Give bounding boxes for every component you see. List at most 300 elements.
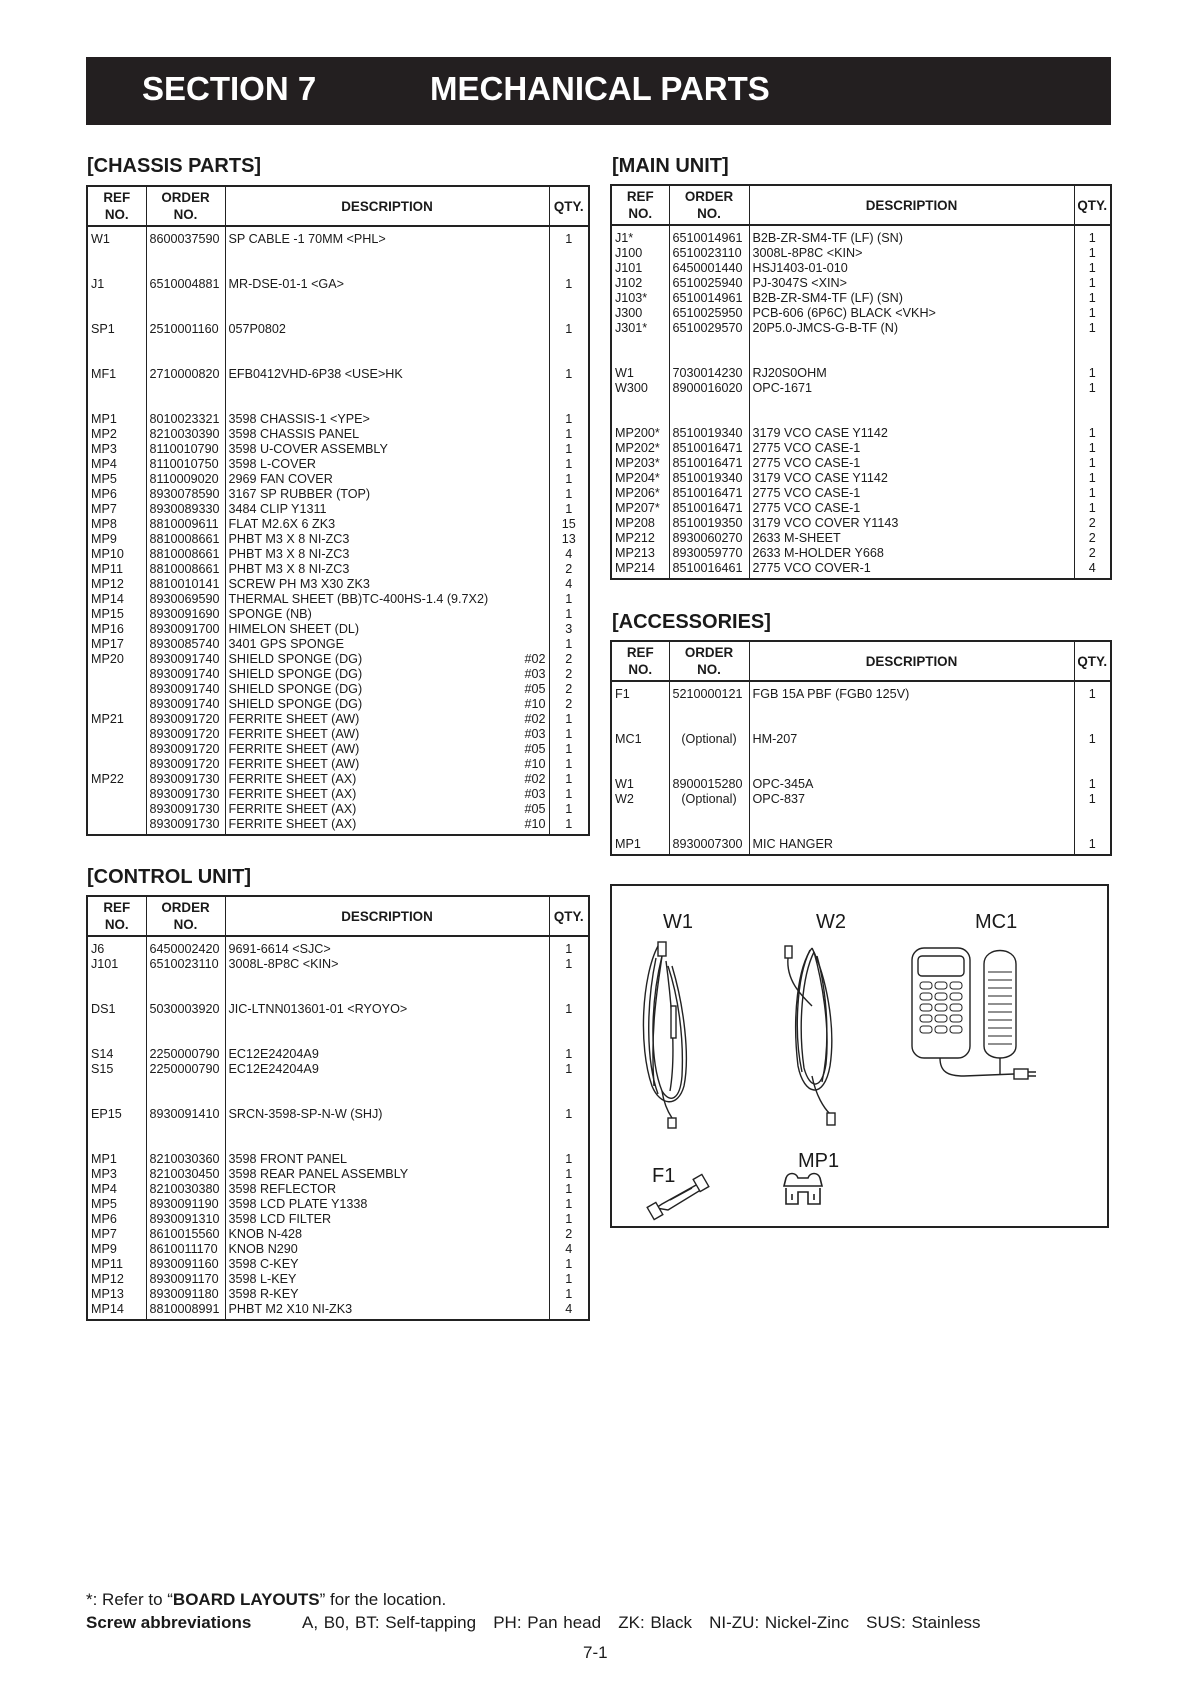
control-unit-title: [CONTROL UNIT] — [87, 866, 252, 888]
order-no: 2710000820 — [146, 367, 225, 382]
ref-no — [87, 727, 146, 742]
version-code: #05 — [524, 742, 546, 756]
description — [225, 1182, 549, 1197]
ref-no: MP1 — [611, 837, 669, 855]
description — [225, 607, 549, 622]
qty: 1 — [1074, 246, 1111, 261]
order-no: 8010023321 — [146, 412, 225, 427]
description-text: SHIELD SPONGE (DG) — [228, 652, 363, 666]
description — [749, 225, 1074, 246]
part-row — [87, 712, 589, 727]
description — [749, 456, 1074, 471]
description-wrap — [229, 412, 546, 427]
description — [225, 1002, 549, 1017]
description-wrap — [229, 1287, 546, 1302]
qty: 2 — [549, 652, 589, 667]
description-wrap — [229, 817, 546, 832]
spacer-cell — [146, 972, 225, 1002]
description — [749, 777, 1074, 792]
description-wrap — [229, 712, 546, 727]
ref-no: J101 — [611, 261, 669, 276]
ref-no — [87, 817, 146, 835]
ref-no: MP206* — [611, 486, 669, 501]
ref-no: MP7 — [87, 1227, 146, 1242]
ref-no: MP12 — [87, 1272, 146, 1287]
order-no: 8930085740 — [146, 637, 225, 652]
order-no: 8930091730 — [146, 787, 225, 802]
ref-no: SP1 — [87, 322, 146, 337]
spacer-cell — [611, 396, 669, 426]
description-text: FERRITE SHEET (AX) — [228, 817, 357, 831]
description-text: 3598 FRONT PANEL — [228, 1152, 348, 1166]
description-text: 3179 VCO CASE Y1142 — [752, 471, 888, 485]
spacer-cell — [87, 337, 146, 367]
description — [225, 226, 549, 247]
part-row — [611, 471, 1111, 486]
ref-no: MP11 — [87, 562, 146, 577]
order-no: 8930060270 — [669, 531, 749, 546]
description-wrap — [229, 957, 546, 972]
spacer-cell — [669, 807, 749, 837]
qty: 1 — [549, 1002, 589, 1017]
order-no: 8510016461 — [669, 561, 749, 579]
version-code: #02 — [524, 712, 546, 726]
ref-no: MP13 — [87, 1287, 146, 1302]
description-text: RJ20S0OHM — [752, 366, 827, 380]
description — [225, 1167, 549, 1182]
qty: 1 — [549, 1047, 589, 1062]
description-text: THERMAL SHEET (BB)TC-400HS-1.4 (9.7X2) — [228, 592, 489, 606]
ref-no: EP15 — [87, 1107, 146, 1122]
description — [225, 712, 549, 727]
ref-no: J6 — [87, 936, 146, 957]
chassis-parts-title: [CHASSIS PARTS] — [87, 155, 262, 177]
description-wrap — [229, 472, 546, 487]
order-no: 8930091310 — [146, 1212, 225, 1227]
spacer-cell — [225, 247, 549, 277]
description — [225, 427, 549, 442]
main-unit-table — [610, 184, 1112, 580]
description-text: 3598 CHASSIS PANEL — [228, 427, 360, 441]
description — [749, 441, 1074, 456]
description-text: 3598 L-COVER — [228, 457, 316, 471]
part-row — [87, 472, 589, 487]
qty: 15 — [549, 517, 589, 532]
ref-no — [87, 802, 146, 817]
order-no: 8510019340 — [669, 426, 749, 441]
spacer-cell — [549, 1122, 589, 1152]
part-row — [87, 667, 589, 682]
order-no: 8930091720 — [146, 712, 225, 727]
description — [749, 516, 1074, 531]
order-no: 8810008661 — [146, 562, 225, 577]
description — [225, 1107, 549, 1122]
description — [225, 622, 549, 637]
part-row — [611, 486, 1111, 501]
part-row — [611, 291, 1111, 306]
qty: 1 — [549, 472, 589, 487]
description — [225, 682, 549, 697]
description-wrap — [753, 381, 1071, 396]
description-wrap — [229, 757, 546, 772]
description — [225, 1272, 549, 1287]
description-wrap — [753, 456, 1071, 471]
description-wrap — [229, 787, 546, 802]
qty: 1 — [1074, 732, 1111, 747]
qty: 1 — [1074, 276, 1111, 291]
label-w2: W2 — [816, 911, 846, 933]
description-wrap — [229, 592, 546, 607]
order-no: 8900015280 — [669, 777, 749, 792]
ref-no: MP204* — [611, 471, 669, 486]
qty: 1 — [549, 817, 589, 835]
description-text: 3598 C-KEY — [228, 1257, 299, 1271]
spacer-cell — [749, 747, 1074, 777]
description-text: 3179 VCO CASE Y1142 — [752, 426, 888, 440]
description-text: 20P5.0-JMCS-G-B-TF (N) — [752, 321, 899, 335]
ref-no: MP212 — [611, 531, 669, 546]
part-row — [611, 531, 1111, 546]
order-no: 8930069590 — [146, 592, 225, 607]
spacer-cell — [549, 247, 589, 277]
order-no: 8930007300 — [669, 837, 749, 855]
spacer-cell — [146, 337, 225, 367]
spacer-row — [87, 972, 589, 1002]
order-no: 8930091720 — [146, 742, 225, 757]
qty: 2 — [1074, 531, 1111, 546]
spacer-cell — [225, 382, 549, 412]
ref-no: MP4 — [87, 1182, 146, 1197]
footnote-prefix: *: Refer to “ — [86, 1590, 173, 1609]
version-code: #02 — [524, 772, 546, 786]
ref-no: MC1 — [611, 732, 669, 747]
qty: 1 — [549, 742, 589, 757]
ref-no — [87, 757, 146, 772]
ref-no: MP207* — [611, 501, 669, 516]
ref-no: MP10 — [87, 547, 146, 562]
part-row — [611, 732, 1111, 747]
order-no: 8810010141 — [146, 577, 225, 592]
description — [225, 1302, 549, 1320]
description-text: PHBT M3 X 8 NI-ZC3 — [228, 532, 350, 546]
ref-no: J100 — [611, 246, 669, 261]
spacer-row — [87, 247, 589, 277]
description-text: HSJ1403-01-010 — [752, 261, 848, 275]
spacer-cell — [87, 292, 146, 322]
qty: 1 — [1074, 441, 1111, 456]
order-no: (Optional) — [669, 792, 749, 807]
order-no: 8610015560 — [146, 1227, 225, 1242]
spacer-cell — [87, 972, 146, 1002]
description — [225, 787, 549, 802]
description — [225, 742, 549, 757]
spacer-cell — [1074, 336, 1111, 366]
order-no: 8810008661 — [146, 532, 225, 547]
description-text: 3598 CHASSIS-1 <YPE> — [228, 412, 370, 426]
part-row — [87, 1152, 589, 1167]
ref-no: MP12 — [87, 577, 146, 592]
order-no: 8930091720 — [146, 757, 225, 772]
description — [225, 472, 549, 487]
description-wrap — [229, 1107, 546, 1122]
description-text: 2775 VCO CASE-1 — [752, 441, 861, 455]
description — [225, 367, 549, 382]
description-wrap — [229, 682, 546, 697]
description — [225, 1062, 549, 1077]
description — [749, 306, 1074, 321]
description — [749, 426, 1074, 441]
description — [225, 1047, 549, 1062]
order-no: 8210030450 — [146, 1167, 225, 1182]
description-text: FERRITE SHEET (AW) — [228, 727, 360, 741]
description-wrap — [229, 232, 546, 247]
version-code: #10 — [524, 757, 546, 771]
description-wrap — [753, 561, 1071, 576]
footnote-board-layouts — [86, 1590, 446, 1610]
spacer-cell — [1074, 396, 1111, 426]
col-ref-no: REF NO. — [611, 185, 669, 225]
description-text: B2B-ZR-SM4-TF (LF) (SN) — [752, 231, 903, 245]
order-no: 8600037590 — [146, 226, 225, 247]
version-code: #03 — [524, 727, 546, 741]
part-row — [87, 817, 589, 835]
order-no: 8930078590 — [146, 487, 225, 502]
description-wrap — [229, 562, 546, 577]
description — [225, 322, 549, 337]
ref-no: F1 — [611, 681, 669, 702]
description-wrap — [229, 1242, 546, 1257]
spacer-cell — [549, 1017, 589, 1047]
version-code: #10 — [524, 697, 546, 711]
part-row — [87, 442, 589, 457]
col-order-no: ORDER NO. — [669, 641, 749, 681]
main-unit-title: [MAIN UNIT] — [612, 155, 729, 177]
order-no: 8900016020 — [669, 381, 749, 396]
description-wrap — [753, 246, 1071, 261]
description — [225, 547, 549, 562]
ref-no: MP214 — [611, 561, 669, 579]
description-text: 2633 M-SHEET — [752, 531, 841, 545]
ref-no: J103* — [611, 291, 669, 306]
order-no: 6450001440 — [669, 261, 749, 276]
part-row — [611, 276, 1111, 291]
order-no: 8930091740 — [146, 697, 225, 712]
qty: 1 — [1074, 261, 1111, 276]
qty: 1 — [549, 757, 589, 772]
qty: 1 — [549, 427, 589, 442]
order-no: 2250000790 — [146, 1047, 225, 1062]
description-text: 3167 SP RUBBER (TOP) — [228, 487, 371, 501]
spacer-cell — [611, 747, 669, 777]
description-text: FERRITE SHEET (AW) — [228, 742, 360, 756]
spacer-cell — [146, 247, 225, 277]
qty: 4 — [549, 577, 589, 592]
part-row — [87, 622, 589, 637]
description — [225, 1287, 549, 1302]
part-row — [87, 592, 589, 607]
description-text: 3598 U-COVER ASSEMBLY — [228, 442, 388, 456]
col-qty: QTY. — [549, 186, 589, 226]
description — [225, 1152, 549, 1167]
description-text: OPC-1671 — [752, 381, 813, 395]
spacer-row — [611, 702, 1111, 732]
ref-no: MP5 — [87, 472, 146, 487]
spacer-row — [87, 1077, 589, 1107]
col-description: DESCRIPTION — [225, 896, 549, 936]
description — [225, 1227, 549, 1242]
order-no: 8510019350 — [669, 516, 749, 531]
description — [749, 366, 1074, 381]
part-row — [87, 1167, 589, 1182]
spacer-cell — [611, 336, 669, 366]
part-row — [87, 1227, 589, 1242]
part-row — [87, 772, 589, 787]
order-no: 8110009020 — [146, 472, 225, 487]
part-row — [611, 777, 1111, 792]
screw-abbreviations-title: Screw abbreviations — [86, 1613, 252, 1632]
ref-no: MP22 — [87, 772, 146, 787]
spacer-row — [87, 1017, 589, 1047]
qty: 2 — [549, 682, 589, 697]
part-row — [87, 577, 589, 592]
part-row — [87, 457, 589, 472]
description-wrap — [753, 732, 1071, 747]
part-row — [87, 802, 589, 817]
order-no: 8930091190 — [146, 1197, 225, 1212]
description-wrap — [753, 777, 1071, 792]
spacer-cell — [225, 337, 549, 367]
ref-no: MP16 — [87, 622, 146, 637]
part-row — [87, 502, 589, 517]
description-wrap — [229, 727, 546, 742]
order-no: (Optional) — [669, 732, 749, 747]
ref-no: W1 — [87, 226, 146, 247]
col-order-no: ORDER NO. — [146, 896, 225, 936]
section-header — [86, 57, 1111, 125]
part-row — [611, 306, 1111, 321]
ref-no: J101 — [87, 957, 146, 972]
qty: 1 — [549, 457, 589, 472]
ref-no: J1* — [611, 225, 669, 246]
part-row — [87, 1197, 589, 1212]
part-row — [611, 792, 1111, 807]
mp1-hanger-icon — [784, 1174, 822, 1205]
illustration-drawing — [612, 886, 1107, 1226]
description-text: 3598 REFLECTOR — [228, 1182, 337, 1196]
part-row — [87, 727, 589, 742]
col-qty: QTY. — [1074, 641, 1111, 681]
qty: 1 — [549, 607, 589, 622]
part-row — [87, 1107, 589, 1122]
spacer-cell — [611, 807, 669, 837]
spacer-cell — [669, 336, 749, 366]
part-row — [87, 957, 589, 972]
part-row — [611, 561, 1111, 579]
description — [749, 561, 1074, 579]
description — [749, 291, 1074, 306]
part-row — [87, 1257, 589, 1272]
w1-cable-icon — [643, 942, 686, 1128]
description-wrap — [753, 276, 1071, 291]
qty: 1 — [549, 1257, 589, 1272]
description-text: SHIELD SPONGE (DG) — [228, 667, 363, 681]
part-row — [87, 487, 589, 502]
order-no: 6510023110 — [146, 957, 225, 972]
part-row — [87, 1047, 589, 1062]
part-row — [87, 757, 589, 772]
description-wrap — [229, 622, 546, 637]
description — [225, 727, 549, 742]
description-text: 2633 M-HOLDER Y668 — [752, 546, 884, 560]
description — [749, 246, 1074, 261]
description-text: EFB0412VHD-6P38 <USE>HK — [228, 367, 403, 381]
description-wrap — [753, 231, 1071, 246]
section-number: SECTION 7 — [142, 70, 317, 107]
qty: 1 — [1074, 501, 1111, 516]
order-no: 8110010790 — [146, 442, 225, 457]
order-no: 6510023110 — [669, 246, 749, 261]
description-wrap — [753, 546, 1071, 561]
col-order-no: ORDER NO. — [669, 185, 749, 225]
qty: 1 — [549, 936, 589, 957]
qty: 4 — [549, 1242, 589, 1257]
description-wrap — [229, 487, 546, 502]
description-wrap — [753, 531, 1071, 546]
part-row — [87, 517, 589, 532]
qty: 4 — [1074, 561, 1111, 579]
description-text: SHIELD SPONGE (DG) — [228, 697, 363, 711]
qty: 1 — [1074, 456, 1111, 471]
description-wrap — [229, 1227, 546, 1242]
spacer-cell — [669, 396, 749, 426]
qty: 1 — [1074, 306, 1111, 321]
ref-no: MP4 — [87, 457, 146, 472]
qty: 1 — [549, 957, 589, 972]
description-text: 3598 LCD PLATE Y1338 — [228, 1197, 368, 1211]
part-row — [611, 426, 1111, 441]
description-text: 9691-6614 <SJC> — [228, 942, 331, 956]
description — [225, 457, 549, 472]
qty: 1 — [549, 1197, 589, 1212]
spacer-cell — [146, 382, 225, 412]
part-row — [611, 546, 1111, 561]
part-row — [611, 381, 1111, 396]
qty: 1 — [549, 1167, 589, 1182]
ref-no: MP1 — [87, 412, 146, 427]
screw-abbreviations — [86, 1613, 1116, 1633]
ref-no — [87, 682, 146, 697]
part-row — [87, 1182, 589, 1197]
part-row — [611, 246, 1111, 261]
description — [749, 471, 1074, 486]
description-text: SHIELD SPONGE (DG) — [228, 682, 363, 696]
description-wrap — [229, 1182, 546, 1197]
description-text: 2969 FAN COVER — [228, 472, 333, 486]
description — [225, 1257, 549, 1272]
description — [749, 732, 1074, 747]
description-text: FERRITE SHEET (AW) — [228, 757, 360, 771]
col-ref-no: REF NO. — [611, 641, 669, 681]
qty: 1 — [1074, 225, 1111, 246]
accessories-title: [ACCESSORIES] — [612, 611, 771, 633]
order-no: 8930091170 — [146, 1272, 225, 1287]
part-row — [87, 1002, 589, 1017]
description — [749, 486, 1074, 501]
spacer-cell — [749, 396, 1074, 426]
order-no: 8930091410 — [146, 1107, 225, 1122]
ref-no: MP202* — [611, 441, 669, 456]
spacer-cell — [1074, 747, 1111, 777]
